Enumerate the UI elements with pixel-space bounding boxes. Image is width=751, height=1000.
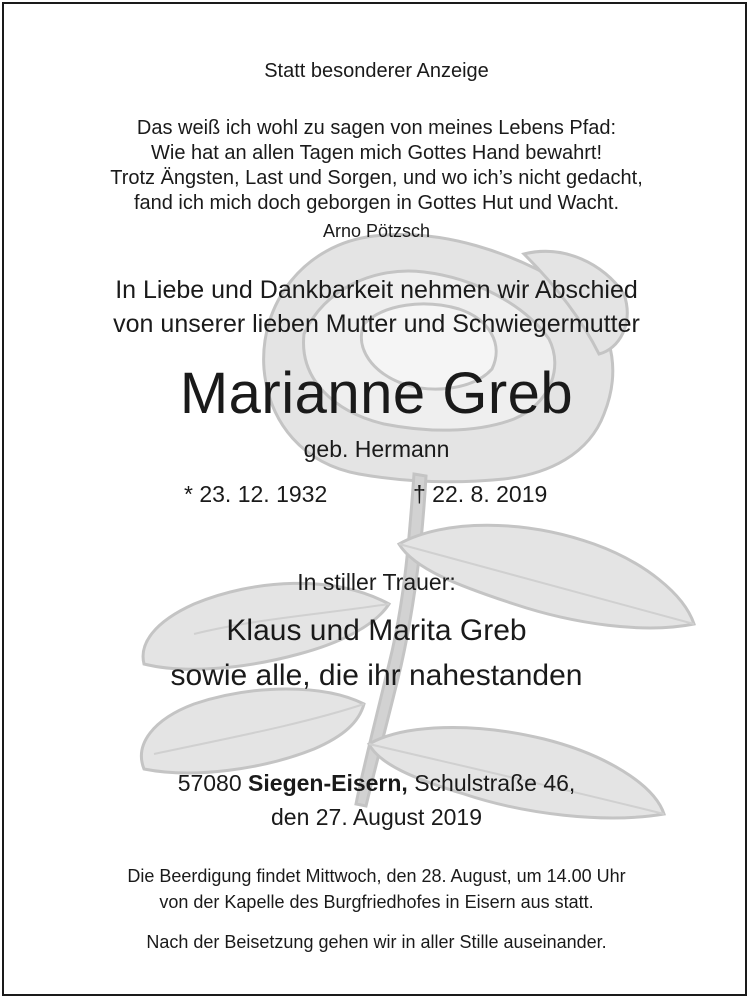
- funeral-line: Die Beerdigung findet Mittwoch, den 28. August, um 14.00 Uhr: [127, 866, 626, 886]
- address-postcode: 57080: [177, 770, 242, 796]
- announcement-line: von unserer lieben Mutter und Schwiegermutter: [113, 310, 640, 338]
- verse-line: Das weiß ich wohl zu sagen von meines Lebens Pfad:: [136, 117, 617, 139]
- verse-author: Arno Pötzsch: [322, 221, 431, 241]
- funeral-line: von der Kapelle des Burgfriedhofes in Eisern aus statt.: [159, 892, 594, 912]
- mourning-label: In stiller Trauer:: [297, 569, 456, 595]
- verse-line: Trotz Ängsten, Last und Sorgen, und wo ich’s nicht gedacht,: [110, 167, 643, 189]
- death-date: † 22. 8. 2019: [413, 481, 548, 507]
- address-street: Schulstraße 46,: [414, 770, 576, 796]
- obituary-notice: [2, 2, 747, 996]
- family-line: sowie alle, die ihr nahestanden: [170, 659, 583, 692]
- address: [4, 770, 747, 797]
- family-line: Klaus und Marita Greb: [226, 614, 527, 647]
- deceased-name: Marianne Greb: [179, 361, 574, 426]
- notice-intro: Statt besonderer Anzeige: [264, 60, 489, 82]
- maiden-name: geb. Hermann: [303, 436, 450, 462]
- notice-date: den 27. August 2019: [270, 804, 483, 830]
- verse-line: fand ich mich doch geborgen in Gottes Hut und Wacht.: [133, 192, 620, 214]
- verse-line: Wie hat an allen Tagen mich Gottes Hand bewahrt!: [151, 142, 602, 164]
- birth-date: * 23. 12. 1932: [184, 481, 328, 507]
- address-city: Siegen-Eisern,: [248, 770, 408, 796]
- announcement-line: In Liebe und Dankbarkeit nehmen wir Abschied: [115, 276, 638, 304]
- closing-line: Nach der Beisetzung gehen wir in aller Stille auseinander.: [146, 932, 607, 952]
- rose-leaf: [141, 689, 364, 773]
